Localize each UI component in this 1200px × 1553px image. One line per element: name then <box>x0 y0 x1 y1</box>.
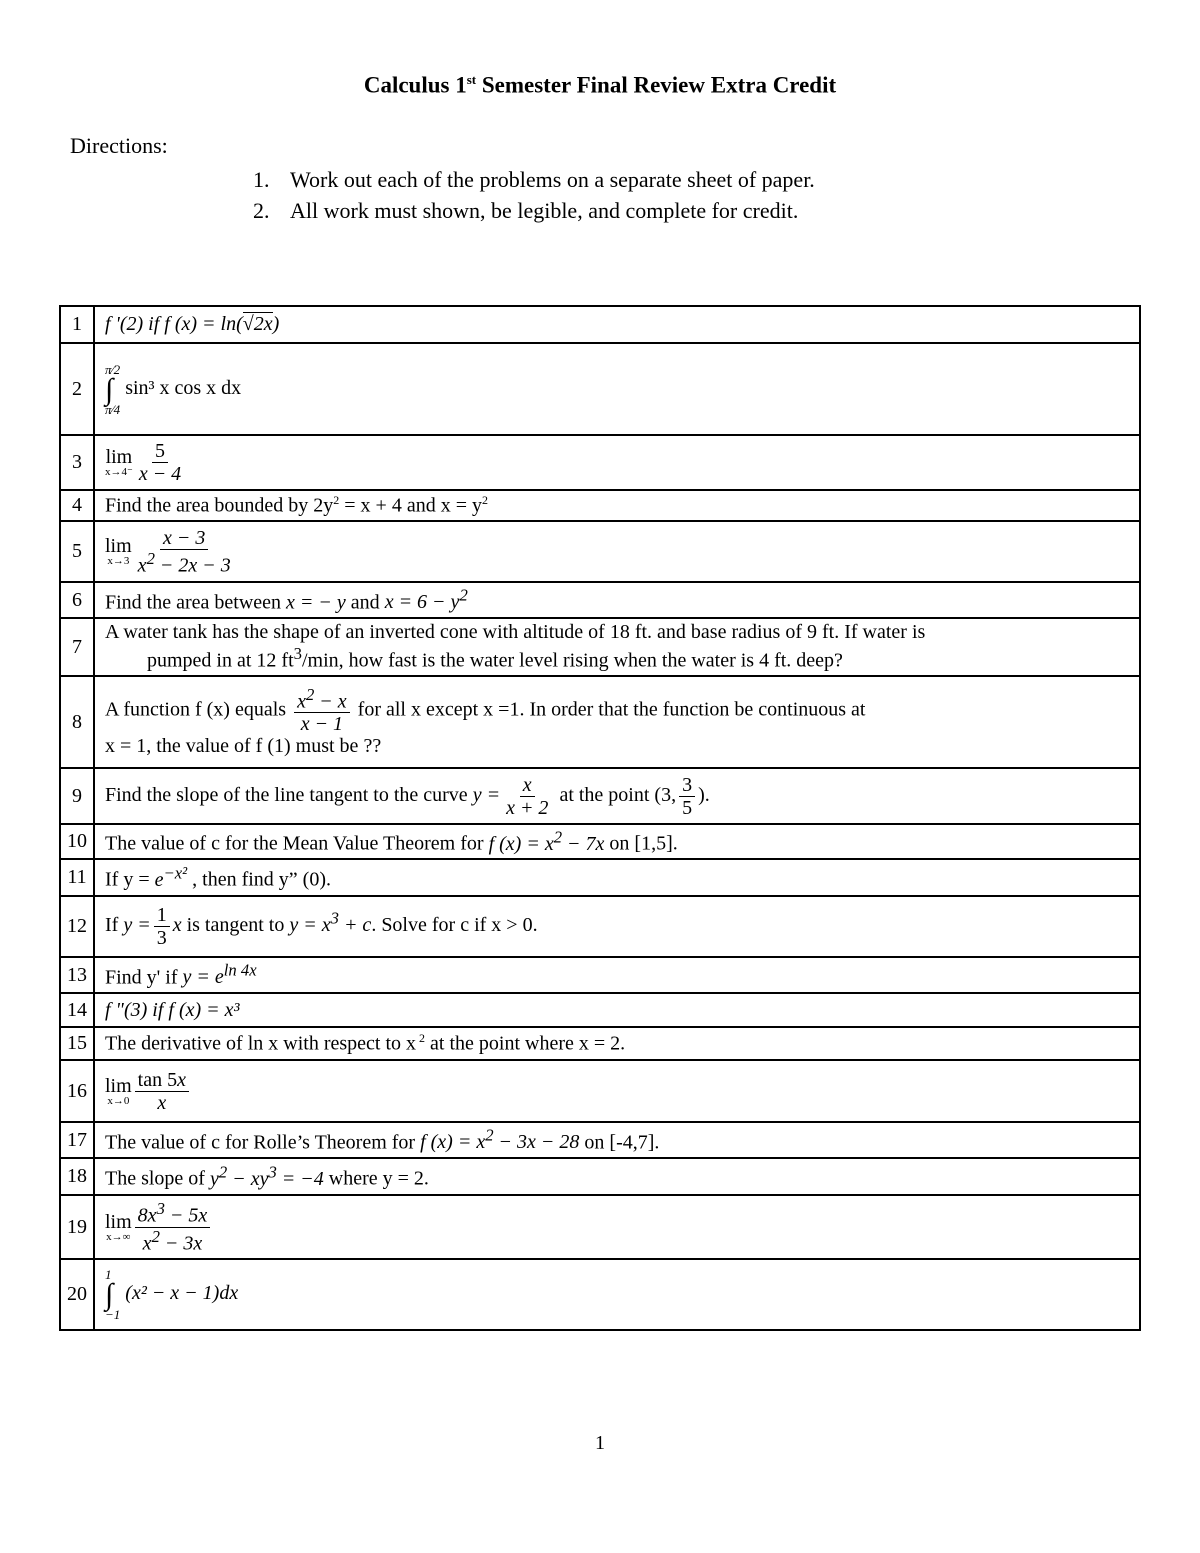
problem-row: 11 If $y = e^{-x^2}$ , then find y” (0). <box>60 859 1140 896</box>
problem-row: 5 lim x→3 $\frac{x - 3}{x^2 - 2x - 3}$ <box>60 521 1140 582</box>
problem-5: lim x→3 $\frac{x - 3}{x^2 - 2x - 3}$ <box>94 521 1140 582</box>
problem-row: 17 The value of c for Rolle’s Theorem for f $(x) = x^2 - 3x - 28$ on [-4,7]. <box>60 1122 1140 1158</box>
problem-19: lim x→∞ $\frac{8x^3 - 5x}{x^2 - 3x}$ <box>94 1195 1140 1259</box>
problem-11: If $y = e^{-x^2}$ , then find y” (0). <box>94 859 1140 896</box>
problem-14: f "(3) if f (x) = x³ <box>94 993 1140 1027</box>
problem-16: lim x→0 $\frac{\tan 5x}{x}$ <box>94 1060 1140 1122</box>
page-number: 1 <box>595 1432 605 1454</box>
problem-row: 18 The slope of $y^2 - xy^3 = -4$ where y = 2. <box>60 1158 1140 1195</box>
problem-3: lim x→4⁻ $\frac{5}{x - 4}$ <box>94 435 1140 490</box>
problem-4: Find the area bounded by $2y^2 = x + 4$ and $x = y^2$ <box>94 490 1140 521</box>
problem-13: Find y' if $y = e^{ln 4x}$ <box>94 957 1140 993</box>
problem-row: 10 The value of c for the Mean Value Theorem for f $(x) = x^2 - 7x$ on [1,5]. <box>60 824 1140 859</box>
problem-row: 8 A function f (x) equals $\frac{x^2 - x}{x - 1}$ for all x except x =1. In order that the function be continuous at x = 1, the value of f (1) must be ?? <box>60 676 1140 768</box>
problem-7: A water tank has the shape of an inverted cone with altitude of 18 ft. and base radius of 9 ft. If water is pumped in at 12 $ft^3/\min$, how fast is the water level rising when the water is 4 ft. deep? <box>94 618 1140 676</box>
problem-8: A function f (x) equals $\frac{x^2 - x}{x - 1}$ for all x except x =1. In order that the function be continuous at x = 1, the value of f (1) must be ?? <box>94 676 1140 768</box>
directions-label: Directions: <box>70 133 168 158</box>
problem-row: 7 A water tank has the shape of an inverted cone with altitude of 18 ft. and base radius of 9 ft. If water is pumped in at 12 $ft^3/\min$, how fast is the water level rising when the water is 4 ft. deep? <box>60 618 1140 676</box>
problem-row: 4 Find the area bounded by $2y^2 = x + 4$ and $x = y^2$ <box>60 490 1140 521</box>
problem-row: 19 lim x→∞ $\frac{8x^3 - 5x}{x^2 - 3x}$ <box>60 1195 1140 1259</box>
problem-row: 1 f '(2) if f (x) = ln(√2x) <box>60 306 1140 343</box>
problem-row: 14 f "(3) if f (x) = x³ <box>60 993 1140 1027</box>
problem-row: 12 If y = $\frac{1}{3}$ x is tangent to $y = x^3 + c$. Solve for c if x > 0. <box>60 896 1140 957</box>
direction-item: 1. Work out each of the problems on a separate sheet of paper. <box>253 167 815 192</box>
problem-row: 20 1 ∫ −1 (x² − x − 1)dx <box>60 1259 1140 1330</box>
problem-row: 9 Find the slope of the line tangent to the curve y = $\frac{x}{x + 2}$ at the point (3, $\frac{3}{5}$ ). <box>60 768 1140 824</box>
page-title: Calculus 1st Semester Final Review Extra Credit <box>363 72 837 98</box>
problem-12: If y = $\frac{1}{3}$ x is tangent to $y = x^3 + c$. Solve for c if x > 0. <box>94 896 1140 957</box>
problem-20: 1 ∫ −1 (x² − x − 1)dx <box>94 1259 1140 1330</box>
directions-list <box>253 164 815 226</box>
problem-1: f '(2) if f (x) = ln(√2x) <box>94 306 1140 343</box>
problem-row: 13 Find y' if $y = e^{ln 4x}$ <box>60 957 1140 993</box>
problem-6: Find the area between x = − y and $x = 6 - y^2$ <box>94 582 1140 618</box>
problem-10: The value of c for the Mean Value Theorem for f $(x) = x^2 - 7x$ on [1,5]. <box>94 824 1140 859</box>
problems-table <box>59 305 1141 1331</box>
problem-9: Find the slope of the line tangent to the curve y = $\frac{x}{x + 2}$ at the point (3, $\frac{3}{5}$ ). <box>94 768 1140 824</box>
problem-2: π⁄2 ∫ π⁄4 sin³ x cos x dx <box>94 343 1140 435</box>
problem-17: The value of c for Rolle’s Theorem for f $(x) = x^2 - 3x - 28$ on [-4,7]. <box>94 1122 1140 1158</box>
problem-row: 16 lim x→0 $\frac{\tan 5x}{x}$ <box>60 1060 1140 1122</box>
direction-item: 2. All work must shown, be legible, and complete for credit. <box>253 198 799 223</box>
problem-row: 6 Find the area between x = − y and $x = 6 - y^2$ <box>60 582 1140 618</box>
problem-row: 15 The derivative of ln x with respect to x $^2$ at the point where x = 2. <box>60 1027 1140 1060</box>
problem-15: The derivative of ln x with respect to x $^2$ at the point where x = 2. <box>94 1027 1140 1060</box>
problem-row: 2 π⁄2 ∫ π⁄4 sin³ x cos x dx <box>60 343 1140 435</box>
problem-18: The slope of $y^2 - xy^3 = -4$ where y = 2. <box>94 1158 1140 1195</box>
problem-row: 3 lim x→4⁻ $\frac{5}{x - 4}$ <box>60 435 1140 490</box>
